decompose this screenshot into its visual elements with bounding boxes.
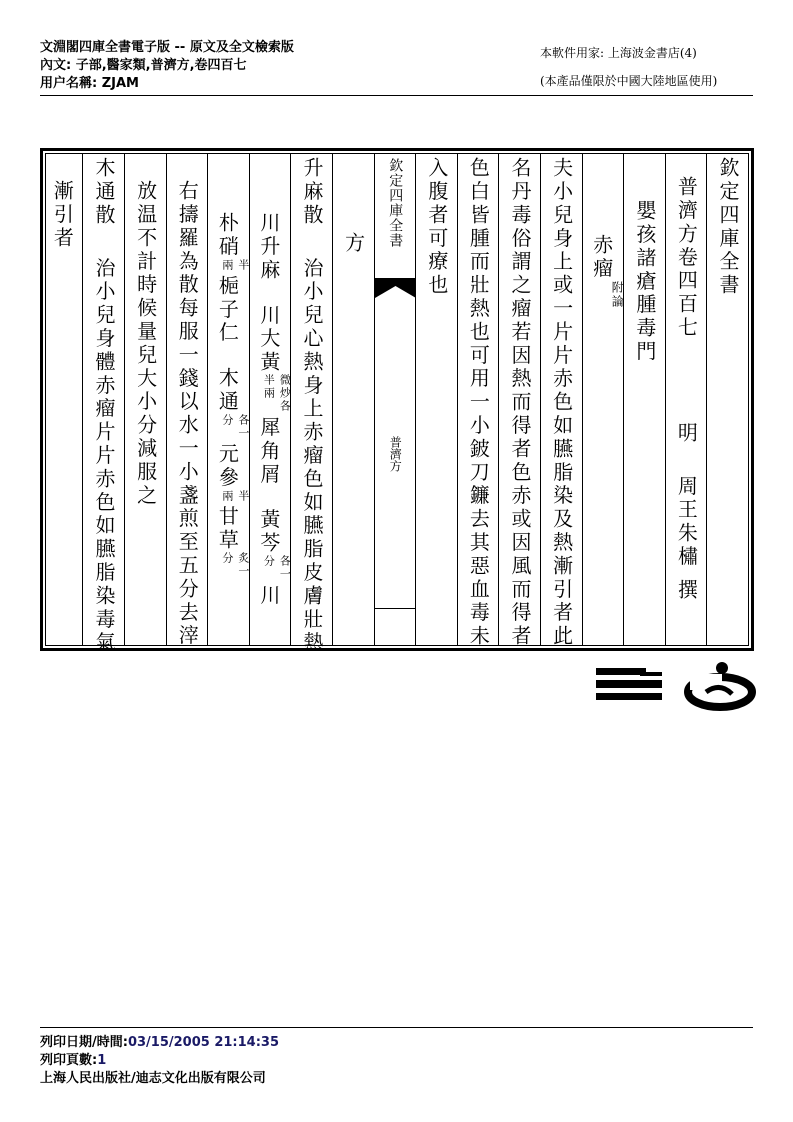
fishtail-icon: [375, 278, 416, 302]
column-15: [124, 154, 166, 645]
column-4: [582, 154, 624, 645]
restriction-note: (本產品僅限於中國大陸地區使用): [540, 74, 718, 88]
formula-indication: 治小兒身體赤瘤片片赤色如臙脂染毒氣: [92, 257, 116, 656]
logo-bars-icon: [596, 668, 662, 700]
volume-title: 普濟方卷四百七: [674, 176, 699, 340]
formula-name: 木通散: [92, 157, 116, 228]
publisher-logo: [594, 658, 756, 714]
subsection-title: 赤瘤: [589, 234, 614, 281]
book-title: 欽定四庫全書: [716, 157, 740, 298]
author: 周王朱橚: [674, 475, 699, 569]
column-13: [207, 154, 249, 645]
column-7: [457, 154, 499, 649]
dosage-note: 兩: [220, 489, 234, 503]
dosage-note: 半: [236, 489, 250, 503]
ingredient: 犀角屑: [256, 416, 281, 487]
column-12: [249, 154, 291, 645]
text-column: 漸引者: [50, 180, 75, 251]
ingredient: 木通: [215, 367, 240, 414]
licensee: 本軟件用家: 上海波金書店(4): [540, 46, 697, 60]
user-value: ZJAM: [101, 76, 139, 91]
column-1: [706, 154, 748, 645]
print-date-value: 03/15/2005 21:14:35: [127, 1035, 280, 1050]
ingredient: 甘草: [215, 505, 240, 553]
ingredient: 川大黃: [256, 304, 281, 375]
compiled-by: 撰: [674, 578, 699, 603]
dosage-note: 各一: [278, 555, 292, 582]
dynasty: 明: [674, 421, 699, 446]
column-2: [665, 154, 707, 645]
dosage-note: 分: [262, 555, 276, 569]
content-label: 內文:: [40, 58, 72, 73]
text-column: 色白皆腫而壯熱也可用一小鈹刀鐮去其惡血毒未: [466, 157, 491, 649]
text-column: 夫小兒身上或一片片赤色如臙脂染及熱漸引者此: [549, 157, 574, 649]
appendix-note: 附論: [610, 280, 625, 309]
print-date-label: 列印日期/時間:: [40, 1035, 128, 1050]
header-divider: [40, 95, 753, 96]
column-17: [46, 154, 82, 645]
dosage-note: 微炒各: [278, 374, 292, 414]
section-title: 嬰孩諸瘡腫毒門: [632, 200, 657, 364]
ingredient: 川升麻: [256, 212, 281, 283]
content-path: [40, 58, 247, 74]
text-column: 名丹毒俗謂之瘤若因熱而得者色赤或因風而得者: [508, 157, 532, 649]
column-5: [540, 154, 582, 649]
text-column: 放温不計時候量兒大小分減服之: [133, 180, 158, 508]
page-frame: [40, 148, 754, 656]
fold-volume-title: 普濟方: [388, 436, 403, 472]
dosage-note: 兩: [220, 258, 234, 272]
ingredient: 梔子仁: [215, 274, 240, 346]
column-14: [166, 154, 208, 648]
ingredient: 元參: [215, 442, 240, 490]
text-column: 入腹者可療也: [424, 157, 449, 298]
logo-seal-icon: [688, 662, 752, 707]
heading-formulas: 方: [341, 232, 366, 256]
content-value: 子部,醫家類,普濟方,卷四百七: [75, 58, 247, 73]
footer-divider: [40, 1027, 753, 1028]
fold-column: [374, 154, 416, 645]
column-10: [332, 154, 374, 645]
dosage-note: 半: [236, 258, 250, 272]
ingredient: 黃芩: [256, 508, 281, 556]
publisher: 上海人民出版社/迪志文化出版有限公司: [40, 1071, 266, 1086]
user-label: 用户名稱:: [40, 76, 98, 91]
dosage-note: 半兩: [262, 374, 276, 401]
fold-book-title: 欽定四庫全書: [387, 158, 404, 248]
text-column: 右擣羅為散每服一錢以水一小盞煎至五分去滓: [175, 180, 200, 648]
print-pages-label: 列印頁數:: [40, 1053, 98, 1068]
dosage-note: 炙一: [236, 552, 250, 579]
formula-indication: 治小兒心熱身上赤瘤色如臙脂皮膚壯熱: [300, 257, 324, 656]
print-pages: [40, 1049, 106, 1068]
ingredient: 朴硝: [215, 212, 240, 259]
column-8: [415, 154, 457, 645]
fold-line: [375, 608, 416, 609]
ingredient: 川: [256, 584, 281, 608]
dosage-note: 分: [220, 552, 234, 566]
column-3: [623, 154, 665, 645]
column-11: [290, 154, 332, 656]
header-title: 文淵閣四庫全書電子版 -- 原文及全文檢索版: [40, 40, 294, 55]
print-pages-value: 1: [97, 1053, 107, 1068]
column-6: [498, 154, 540, 649]
dosage-note: 各一: [236, 413, 250, 440]
user-name: [40, 76, 139, 92]
column-16: [82, 154, 124, 656]
formula-name: 升麻散: [300, 157, 324, 228]
dosage-note: 分: [220, 413, 234, 427]
print-date: [40, 1031, 279, 1050]
